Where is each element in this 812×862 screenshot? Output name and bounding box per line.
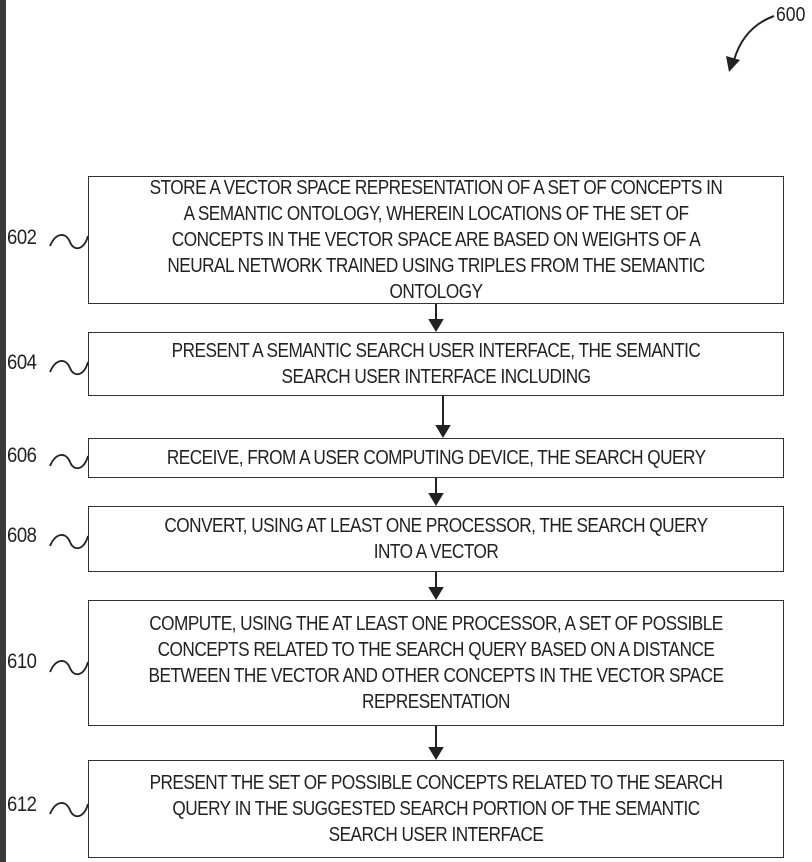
leader-604 (50, 361, 88, 374)
ref-604: 604 (7, 351, 37, 374)
step-text-610: COMPUTE, USING THE AT LEAST ONE PROCESSOR, A SET OF POSSIBLE CONCEPTS RELATED TO THE SEARCH QUERY BASED ON A DISTANCE BETWEEN THE VECTOR AND OTHER CONCEPTS IN THE VECTOR SPACE REPRESENTATION (148, 613, 724, 713)
step-text-606: RECEIVE, FROM A USER COMPUTING DEVICE, THE SEARCH QUERY (166, 447, 706, 469)
flow-arrowhead-602-604 (430, 320, 442, 330)
ref-608: 608 (7, 524, 37, 547)
step-text-612: PRESENT THE SET OF POSSIBLE CONCEPTS RELATED TO THE SEARCH QUERY IN THE SUGGESTED SEARCH PORTION OF THE SEMANTIC SEARCH USER INTERFACE (149, 772, 723, 846)
step-text-604: PRESENT A SEMANTIC SEARCH USER INTERFACE, THE SEMANTIC SEARCH USER INTERFACE INCLUDING (171, 340, 701, 388)
leader-606 (50, 455, 88, 468)
step-text-602: STORE A VECTOR SPACE REPRESENTATION OF A SET OF CONCEPTS IN A SEMANTIC ONTOLOGY, WHEREIN LOCATIONS OF THE SET OF CONCEPTS IN THE VECTOR SPACE ARE BASED ON WEIGHTS OF A NEURAL NETWORK TRAINED USING TRIPLES FROM THE SEMANTIC ONTOLOGY (149, 177, 723, 303)
leader-608 (50, 535, 88, 548)
flow-arrowhead-610-612 (430, 748, 442, 758)
step-box-612 (88, 760, 784, 858)
step-box-608 (88, 506, 784, 572)
step-box-606 (88, 438, 784, 478)
figure-number: 600 (776, 4, 806, 26)
leader-610 (50, 661, 88, 674)
figure-pointer-arrow (734, 16, 774, 60)
flow-arrowhead-606-608 (430, 494, 442, 504)
step-text-608: CONVERT, USING AT LEAST ONE PROCESSOR, THE SEARCH QUERY INTO A VECTOR (164, 515, 708, 563)
flow-arrowhead-608-610 (430, 588, 442, 598)
leader-602 (50, 235, 88, 248)
step-box-610 (88, 600, 784, 726)
ref-610: 610 (7, 650, 37, 673)
figure-pointer-arrowhead (726, 56, 740, 72)
ref-606: 606 (7, 444, 37, 467)
flow-arrowhead-604-606 (437, 426, 449, 436)
step-box-602 (88, 176, 784, 304)
step-box-604 (88, 332, 784, 396)
ref-612: 612 (7, 793, 37, 816)
ref-602: 602 (7, 226, 37, 249)
leader-612 (50, 803, 88, 816)
